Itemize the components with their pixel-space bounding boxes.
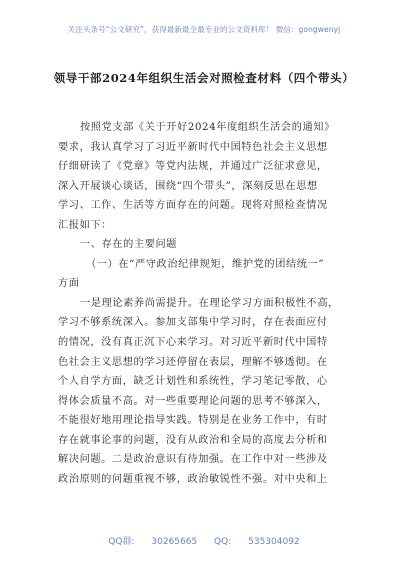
body-line: 存在就事论事的问题，没有从政治和全局的高度去分析和 xyxy=(58,434,328,446)
body-line: 要求，我认真学习了习近平新时代中国特色社会主义思想 xyxy=(58,141,328,153)
subsection-heading-cont: 方面 xyxy=(58,278,80,290)
section-heading: 一、存在的主要问题 xyxy=(80,239,178,251)
body-line: 得体会质量不高。对一些重要理论问题的思考不够深入， xyxy=(58,395,328,407)
body-line: 不能很好地用理论指导实践。特别是在业务工作中，有时 xyxy=(58,415,328,427)
body-line: 一是理论素养尚需提升。在理论学习方面积极性不高， xyxy=(80,297,339,309)
body-line: 按照党支部《关于开好2024年度组织生活会的通知》 xyxy=(80,122,335,133)
body-line: 学习不够系统深入。参加支部集中学习时，存在表面应付 xyxy=(58,317,328,329)
body-line: 的情况，没有真正沉下心来学习。对习近平新时代中国特 xyxy=(58,337,328,349)
body-line: 深入开展谈心谈话，围绕“四个带头”，深刻反思在思想 xyxy=(58,180,318,192)
body-line: 个人自学方面，缺乏计划性和系统性，学习笔记零散，心 xyxy=(58,376,328,388)
document-title: 领导干部2024年组织生活会对照检查材料（四个带头） xyxy=(53,71,355,85)
body-line: 解决问题。二是政治意识有待加强。在工作中对一些涉及 xyxy=(58,454,328,466)
body-line: 汇报如下： xyxy=(58,219,112,231)
header-notice: 关注头条号“公文研究”，获得最新最全最专业的公文资料库！ 微信：gongwenyj xyxy=(67,25,341,34)
body-line: 政治原则的问题重视不够，政治敏锐性不强。对中央和上 xyxy=(58,473,328,485)
subsection-heading: （一）在“严守政治纪律规矩，维护党的团结统一” xyxy=(86,258,325,270)
body-line: 仔细研读了《党章》等党内法规，并通过广泛征求意见， xyxy=(58,161,328,173)
body-line: 学习、工作、生活等方面存在的问题。现将对照检查情况 xyxy=(58,200,328,212)
body-line: 色社会主义思想的学习还停留在表层，理解不够透彻。在 xyxy=(58,356,328,368)
document-body xyxy=(58,118,360,489)
footer-contacts: QQ群: 30265665 QQ: 535304092 xyxy=(108,537,300,547)
